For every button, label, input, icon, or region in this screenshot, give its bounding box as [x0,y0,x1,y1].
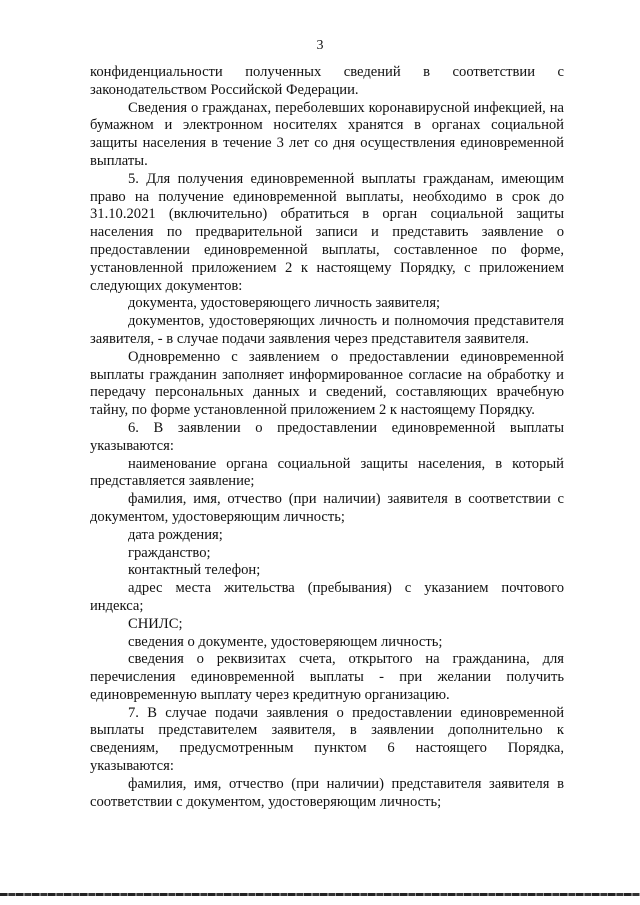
scan-edge-divider [0,893,640,896]
page-number: 3 [316,38,324,53]
list-item-representative-name: фамилия, имя, отчество (при наличии) представителя заявителя в соответствии с документом, удостоверяющим личность; [90,775,564,810]
list-item-authority-name: наименование органа социальной защиты населения, в который представляется заявление; [90,455,564,490]
paragraph-item-6: 6. В заявлении о предоставлении единовременной выплаты указываются: [90,419,564,454]
list-item-phone: контактный телефон; [128,562,261,579]
paragraph-item-7: 7. В случае подачи заявления о предоставлении единовременной выплаты представителем заявителя, в заявлении дополнительно к сведениям, предусмотренным пунктом 6 настоящего Порядка, указываются: [90,704,564,775]
list-item-representative-documents: документов, удостоверяющих личность и полномочия представителя заявителя, - в случае подачи заявления через представителя заявителя. [90,313,564,347]
list-item-citizenship: гражданство; [128,544,211,561]
document-body [90,64,564,811]
list-item-bank-account: сведения о реквизитах счета, открытого на гражданина, для перечисления единовременной выплаты - при желании получить единовременную выплату через кредитную организацию. [90,651,564,703]
list-item-applicant-name: фамилия, имя, отчество (при наличии) заявителя в соответствии с документом, удостоверяющим личность; [90,491,564,525]
paragraph-item-5: 5. Для получения единовременной выплаты гражданам, имеющим право на получение единовременной выплаты, необходимо в срок до 31.10.2021 (включительно) обратиться в орган социальной защиты населения по предварительной записи и представить заявление о предоставлении единовременной выплаты, составленное по форме, установленной приложением 2 к настоящему Порядку, с приложением следующих документов: [90,170,564,294]
list-item-identity-info: сведения о документе, удостоверяющем личность; [128,633,443,650]
list-item-address: адрес места жительства (пребывания) с указанием почтового индекса; [90,580,564,614]
paragraph-confidentiality-continuation: конфиденциальности полученных сведений в соответствии с законодательством Российской Федерации. [90,64,564,98]
paragraph-informed-consent: Одновременно с заявлением о предоставлении единовременной выплаты гражданин заполняет информированное согласие на обработку и передачу персональных данных и сведений, составляющих врачебную тайну, по форме установленной приложением 2 к настоящему Порядку. [90,348,564,419]
paragraph-data-storage: Сведения о гражданах, переболевших коронавирусной инфекцией, на бумажном и электронном носителях хранятся в органах социальной защиты населения в течение 3 лет со дня осуществления единовременной выплаты. [90,99,564,169]
list-item-snils: СНИЛС; [128,615,183,632]
list-item-identity-document: документа, удостоверяющего личность заявителя; [128,295,441,312]
list-item-birth-date: дата рождения; [128,526,223,543]
